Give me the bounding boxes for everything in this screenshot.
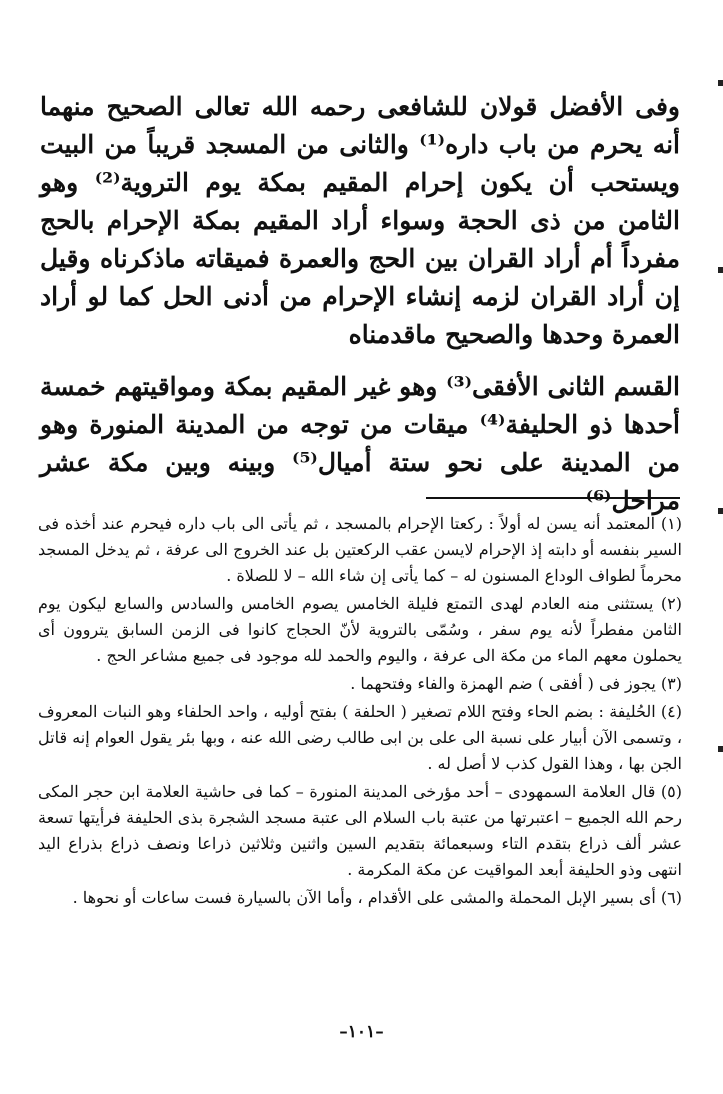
footnote-1: (١) المعتمد أنه يسن له أولاً : ركعتا الإحرام بالمسجد ، ثم يأتى الى باب داره فيحرم عند أخذه فى السير بنفسه أو دابته إذ الإحرام لايسن عقب الركعتين بل عند الخروج الى عرفة ، ثم يدخل المسجد محرماً لطواف الوداع المسنون له – كما يأتى إن شاء الله – لا للصلاة . [38,514,683,585]
edge-mark [718,267,723,273]
footnote-3: (٣) يجوز فى ( أفقى ) ضم الهمزة والفاء وفتحهما . [350,674,682,693]
page-number: –١٠١– [339,1022,384,1042]
footnote-4: (٤) الحُليفة : بضم الحاء وفتح اللام تصغير ( الحلفة ) بفتح أوليه ، واحد الحلفاء وهو النبات المعروف ، وتسمى الآن أبيار على نسبة الى على بن ابى طالب رضى الله عنه ، وبها بئر يقول العوام إنه قاتل الجن بها ، وهذا القول كذب لا أصل له . [38,702,682,773]
footnote-2: (٢) يستثنى منه العادم لهدى التمتع فليلة الخامس يصوم الخامس والسادس والسابع ليكون يوم الثامن مفطراً لأنه يوم سفر ، وسُمّى بالتروية لأنّ الحجاج كانوا فى الزمن السابق يتروون أى يحملون معهم الماء من مكة الى عرفة ، واليوم والحمد لله موجود فى جميع مشاعر الحج . [38,594,682,665]
footnote-5: (٥) قال العلامة السمهودى – أحد مؤرخى المدينة المنورة – كما فى حاشية العلامة ابن حجر المكى رحم الله الجميع – اعتبرتها من عتبة باب السلام الى عتبة مسجد الشجرة بذى الحليفة فرأيتها تسعة عشر ألف ذراع بتقدم التاء وسبعمائة بتقديم السين واثنين وثلاثين ذراعا ونصف ذراع بذراع اليد انتهى وذو الحليفة أبعد المواقيت عن مكة المكرمة . [38,782,682,879]
edge-mark [718,508,723,514]
main-text [40,88,680,520]
edge-mark [718,746,723,752]
edge-mark [718,80,723,86]
footnote-6: (٦) أى بسير الإبل المحملة والمشى على الأقدام ، وأما الآن بالسيارة فست ساعات أو نحوها . [72,888,682,907]
footnote-separator [426,497,680,499]
footnotes [38,511,682,913]
main-paragraph-1: وفى الأفضل قولان للشافعى رحمه الله تعالى الصحيح منهما أنه يحرم من باب داره⁽¹⁾ والثانى من المسجد قريباً من البيت ويستحب أن يكون إحرام المقيم بمكة يوم التروية⁽²⁾ وهو الثامن من ذى الحجة وسواء أراد المقيم بمكة الإحرام بالحج مفرداً أم أراد القران بين الحج والعمرة فميقاته ماذكرناه وقيل إن أراد القران لزمه إنشاء الإحرام من أدنى الحل كما لو أراد العمرة وحدها والصحيح ماقدمناه [40,92,681,349]
main-paragraph-2: القسم الثانى الأفقى⁽³⁾ وهو غير المقيم بمكة ومواقيتهم خمسة أحدها ذو الحليفة⁽⁴⁾ ميقات من توجه من المدينة المنورة وهو من المدينة على نحو ستة أميال⁽⁵⁾ وبينه وبين مكة عشر مراحل⁽⁶⁾ [40,372,680,515]
